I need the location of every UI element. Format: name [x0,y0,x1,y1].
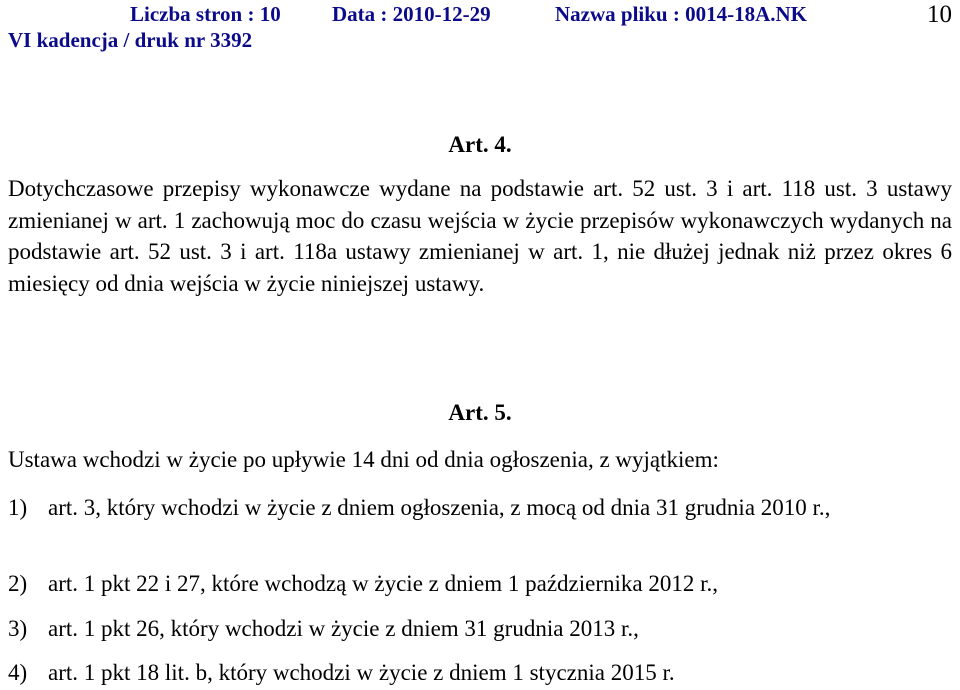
page-number: 10 [927,1,952,28]
list-item-text: art. 1 pkt 18 lit. b, który wchodzi w życie z dniem 1 stycznia 2015 r. [48,660,675,685]
list-item-text: art. 1 pkt 22 i 27, które wchodzą w życie z dniem 1 października 2012 r., [48,571,718,596]
file-name: Nazwa pliku : 0014-18A.NK [555,2,808,26]
list-item-number: 4) [8,660,28,685]
term-print-number: VI kadencja / druk nr 3392 [8,28,253,52]
page-count: Liczba stron : 10 [130,2,281,26]
list-item-number: 3) [8,616,28,641]
list-item-text: art. 3, który wchodzi w życie z dniem ogłoszenia, z mocą od dnia 31 grudnia 2010 r., [48,495,831,520]
list-item-number: 1) [8,495,28,520]
list-item [8,657,952,689]
list-item [8,613,952,645]
list-item [8,492,952,524]
list-item [8,568,952,600]
article-5-intro: Ustawa wchodzi w życie po upływie 14 dni od dnia ogłoszenia, z wyjątkiem: [8,447,719,472]
list-item-text: art. 1 pkt 26, który wchodzi w życie z dniem 31 grudnia 2013 r., [48,616,639,641]
article-4-title: Art. 4. [448,132,512,157]
article-5-title: Art. 5. [448,400,512,425]
document-date: Data : 2010-12-29 [332,2,491,26]
article-4-text: Dotychczasowe przepisy wykonawcze wydane na podstawie art. 52 ust. 3 i art. 118 ust. 3 ustawy zmienianej w art. 1 zachowują moc do czasu wejścia w życie przepisów wykonawczych wydanych na podstawie art. 52 ust. 3 i art. 118a ustawy zmienianej w art. 1, nie dłużej jednak niż przez okres 6 miesięcy od dnia wejścia w życie niniejszej ustawy. [8,176,952,296]
list-item-number: 2) [8,571,28,596]
